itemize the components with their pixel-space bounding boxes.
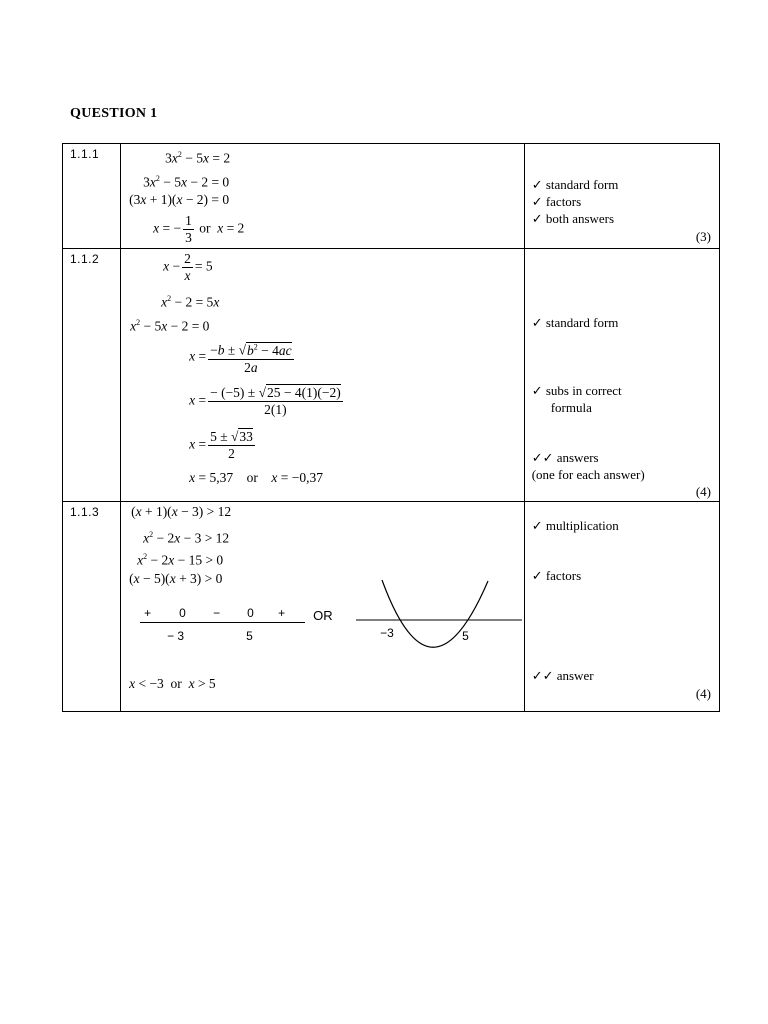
- mark-item: ✓ multiplication: [531, 518, 619, 533]
- marks-cell: [524, 144, 719, 249]
- equation-line: $3x^2 - 5x = 2$: [165, 150, 231, 166]
- working-cell: [121, 502, 525, 712]
- mark-item: ✓ standard form: [531, 315, 619, 330]
- mark-item: ✓ factors: [531, 194, 582, 209]
- row-1-1-1: [63, 144, 720, 249]
- mark-total: (4): [695, 686, 711, 701]
- marks-cell: [524, 249, 719, 502]
- equation-line: x = − $\frac{1}{3}$ or x = 2: [153, 213, 245, 245]
- equation-line: x − $\frac{2}{x}$ = 5: [163, 251, 213, 283]
- working-cell: [121, 249, 525, 502]
- root-label: 5: [246, 629, 253, 643]
- row-1-1-3: [63, 502, 720, 712]
- parabola-graph: [354, 578, 524, 656]
- or-label: OR: [313, 608, 333, 623]
- question-heading: QUESTION 1: [70, 106, 158, 121]
- graph-root-label: −3: [380, 626, 394, 640]
- mark-item: ✓ factors: [531, 568, 582, 583]
- mark-item: formula: [550, 400, 592, 415]
- question-number: 1.1.3: [70, 505, 100, 519]
- equation-line: (3x + 1)(x − 2) = 0: [129, 192, 230, 207]
- mark-item: ✓✓ answer: [531, 668, 594, 683]
- equation-line: (x + 1)(x − 3) > 12: [131, 504, 232, 519]
- equation-line: x = $\frac{-b \pm √b^2 - 4ac}{2a}$: [189, 339, 296, 376]
- row-1-1-2: [63, 249, 720, 502]
- mark-item: ✓ standard form: [531, 177, 619, 192]
- root-label: − 3: [167, 629, 185, 643]
- marks-cell: [524, 502, 719, 712]
- mark-item: (one for each answer): [531, 467, 645, 482]
- equation-line: $x^2 - 2x - 3 > 12$: [143, 530, 230, 546]
- working-cell: [121, 144, 525, 249]
- sign-zero: 0: [247, 606, 254, 620]
- equation-line: $3x^2 - 5x - 2 = 0$: [143, 174, 230, 190]
- question-number: 1.1.1: [70, 147, 100, 161]
- number-line: [140, 622, 305, 623]
- mark-total: (4): [695, 484, 711, 499]
- graph-root-label: 5: [462, 629, 469, 643]
- root-one: 5,37: [209, 470, 234, 485]
- equation-line: x = $\frac{- (-5) \pm √25 - 4(1)(-2)}{2(1)}$: [189, 385, 341, 417]
- final-answer: x < −3 or x > 5: [129, 676, 216, 691]
- question-number-cell: [63, 144, 121, 249]
- sign-plus: +: [144, 606, 152, 620]
- sign-zero: 0: [179, 606, 186, 620]
- memo-table: [62, 143, 720, 712]
- equation-line: x = 5,37 or x = −0,37: [189, 470, 323, 485]
- equation-line: x = $\frac{5 \pm √33}{2}$: [189, 429, 253, 461]
- question-number-cell: [63, 502, 121, 712]
- equation-line: (x − 5)(x + 3) > 0: [129, 571, 223, 586]
- mark-item: ✓ both answers: [531, 211, 615, 226]
- or-text: or: [246, 470, 258, 485]
- equation-line: $x^2 - 5x - 2 = 0$: [130, 318, 210, 334]
- parabola-curve: [382, 580, 488, 647]
- mark-item: ✓ subs in correct: [531, 383, 622, 398]
- equation-line: $x^2 - 2 = 5x$: [161, 294, 220, 310]
- equation-line: $x^2 - 2x - 15 > 0$: [137, 552, 224, 568]
- mark-item: ✓✓ answers: [531, 450, 599, 465]
- question-number: 1.1.2: [70, 252, 100, 266]
- root-two: −0,37: [291, 470, 323, 485]
- sign-plus: +: [278, 606, 286, 620]
- question-number-cell: [63, 249, 121, 502]
- mark-total: (3): [695, 229, 711, 244]
- sign-minus: −: [213, 606, 221, 620]
